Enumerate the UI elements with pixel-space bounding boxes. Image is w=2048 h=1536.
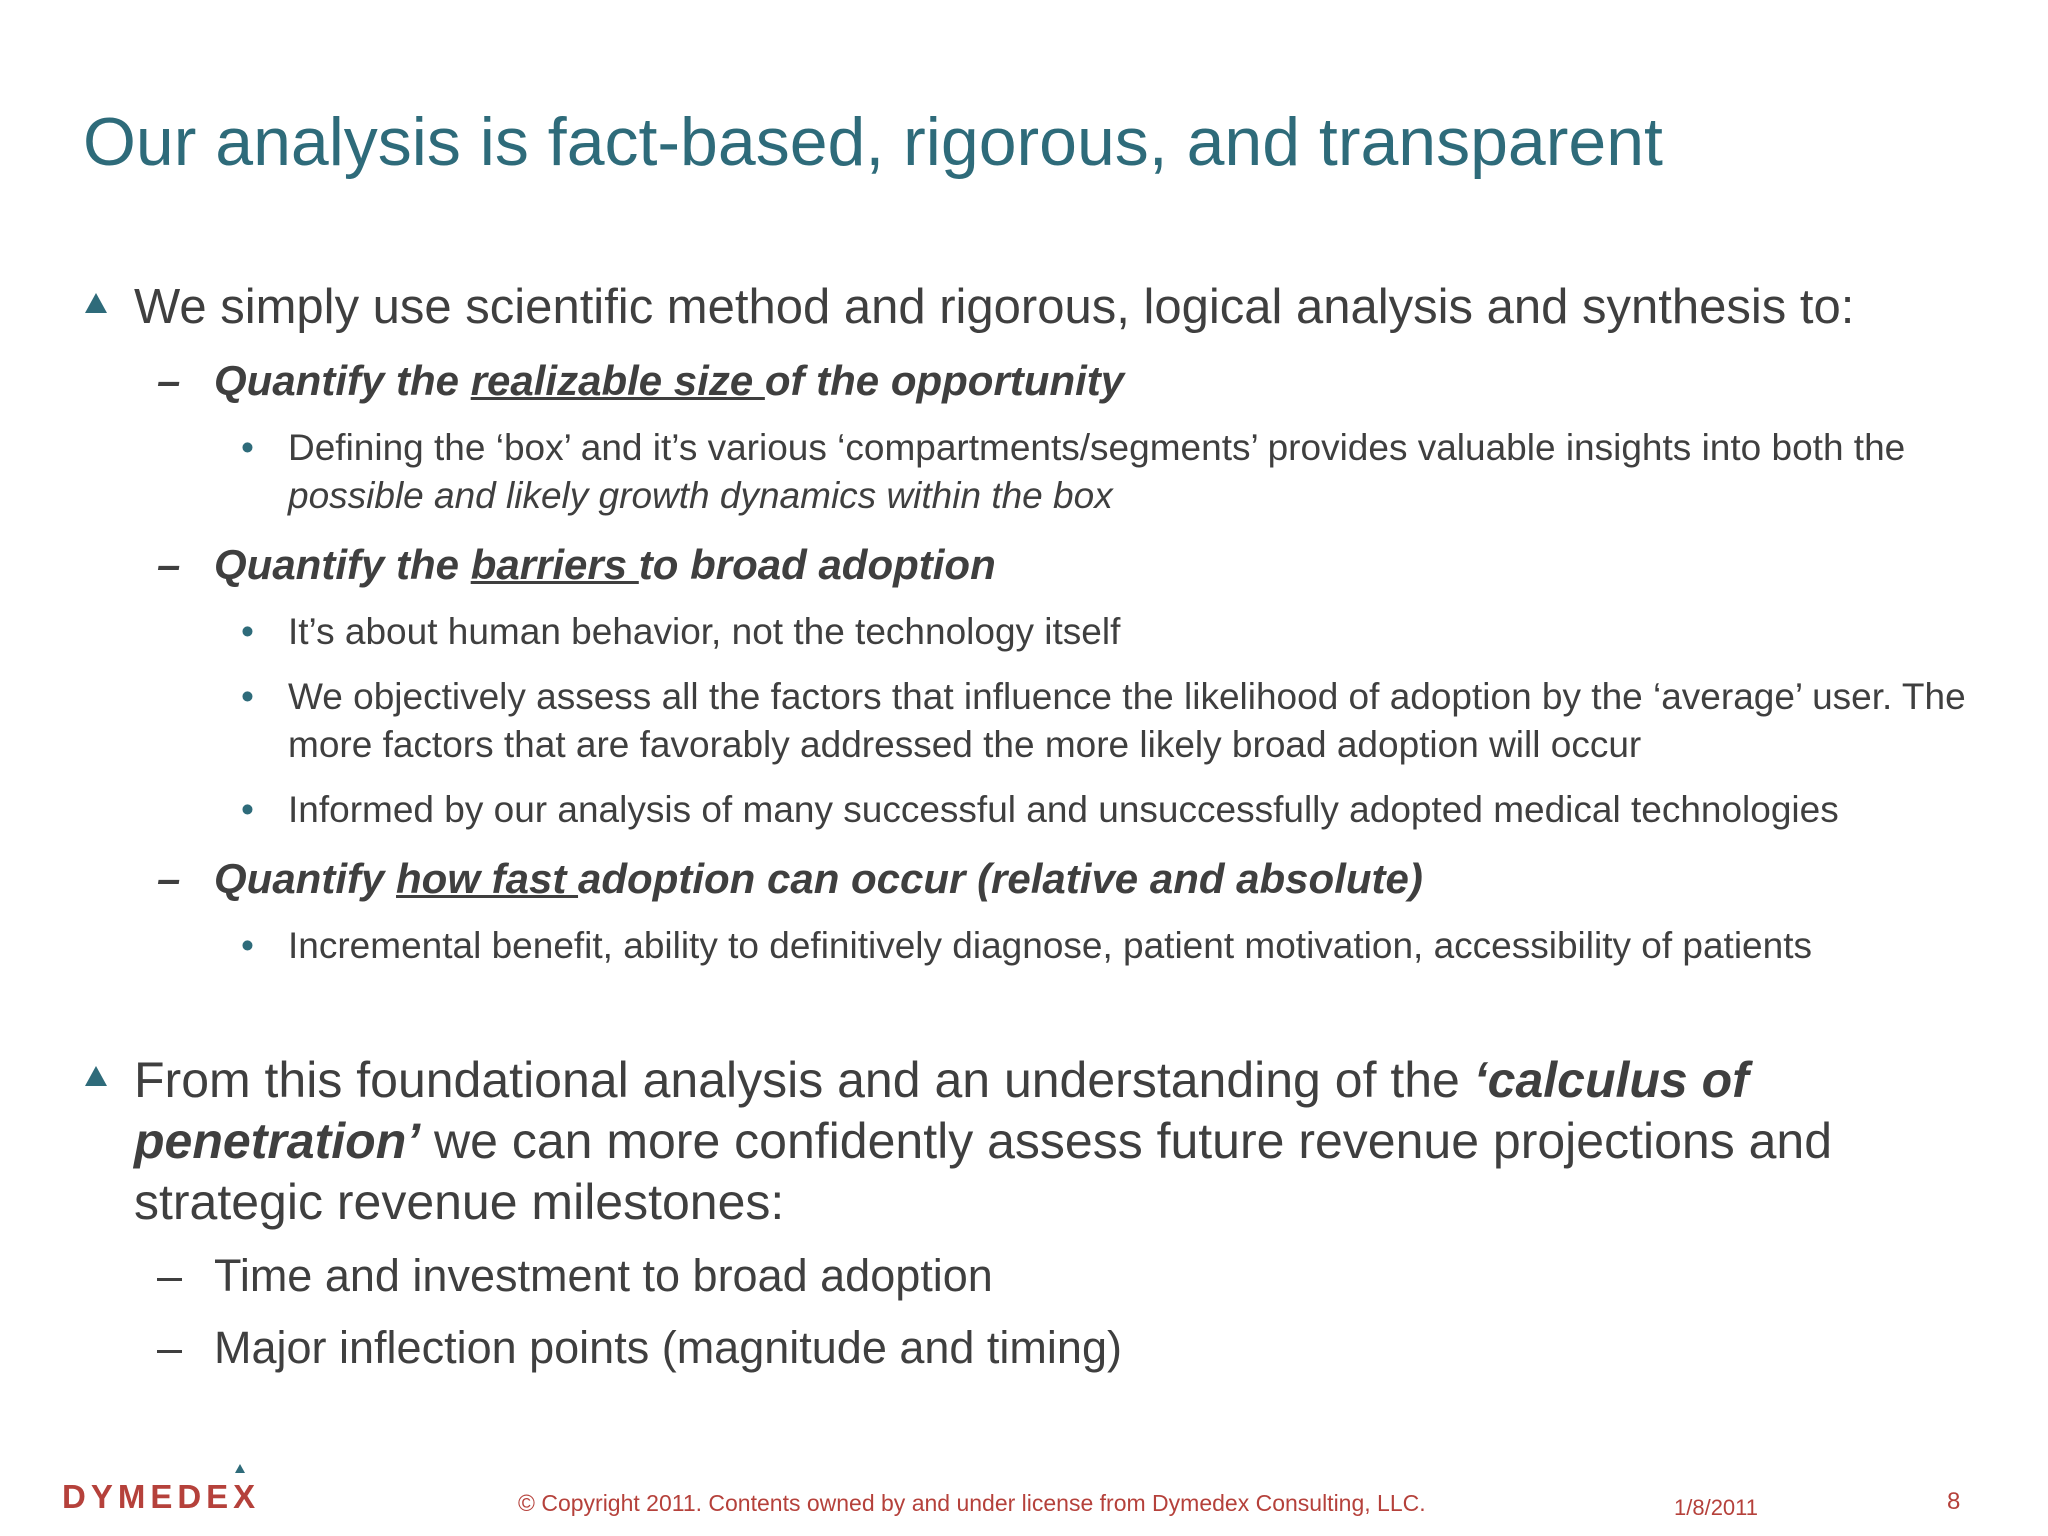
logo-text: DYMEDEX xyxy=(62,1478,261,1515)
copyright-notice: © Copyright 2011. Contents owned by and under license from Dymedex Consulting, LLC. xyxy=(518,1490,1426,1516)
dymedex-logo xyxy=(62,1478,260,1516)
dash-marker: – xyxy=(157,357,181,404)
logo-caret-icon xyxy=(235,1464,245,1473)
dash-marker: – xyxy=(157,855,181,902)
triangle-bullet-icon xyxy=(85,1066,107,1086)
sub-bullet-inflection-points xyxy=(157,1322,2004,1374)
dot-marker: • xyxy=(241,789,254,830)
sub-bullet-2-pre: Quantify the xyxy=(214,541,471,588)
bullet-1 xyxy=(134,277,2004,338)
sub-bullet-2-post: to broad adoption xyxy=(638,541,996,588)
bullet-1-text: We simply use scientific method and rigorous, logical analysis and synthesis to: xyxy=(134,280,1855,334)
dot-marker: • xyxy=(241,925,254,966)
bullet-2-emphasis: ‘calculus of penetration’ xyxy=(134,1052,1749,1169)
detail-incremental-benefit xyxy=(241,922,2004,970)
sub-bullet-3-post: adoption can occur (relative and absolute) xyxy=(578,855,1423,902)
sub-bullet-1-underlined: realizable size xyxy=(470,357,765,404)
sub-bullet-3-pre: Quantify xyxy=(214,855,397,902)
detail-2a: It’s about human behavior, not the technology itself xyxy=(288,611,1121,652)
dash-marker: – xyxy=(157,1250,183,1301)
bullet-2-post: we can more confidently assess future revenue projections and strategic revenue milestones: xyxy=(134,1113,1833,1230)
dot-marker: • xyxy=(241,427,254,468)
sub-bullet-time-investment xyxy=(157,1250,2004,1302)
sub-bullet-1-pre: Quantify the xyxy=(214,357,471,404)
bullet-2-sub-2: Major inflection points (magnitude and timing) xyxy=(214,1322,1122,1373)
sub-bullet-3-underlined: how fast xyxy=(396,855,579,902)
detail-2c: Informed by our analysis of many successful and unsuccessfully adopted medical technologies xyxy=(288,789,1839,830)
bullet-2-pre: From this foundational analysis and an understanding of the xyxy=(134,1052,1474,1108)
detail-human-behavior xyxy=(241,608,2004,656)
bullet-2 xyxy=(134,1050,2004,1233)
dash-marker: – xyxy=(157,541,181,588)
detail-box-segments xyxy=(241,424,2004,520)
sub-bullet-1-post: of the opportunity xyxy=(764,357,1125,404)
detail-1-italic: possible and likely growth dynamics within the box xyxy=(288,475,1113,516)
sub-bullet-2-underlined: barriers xyxy=(470,541,639,588)
dot-marker: • xyxy=(241,611,254,652)
sub-bullet-realizable-size xyxy=(157,355,2004,407)
detail-3: Incremental benefit, ability to definitively diagnose, patient motivation, accessibility of patients xyxy=(288,925,1812,966)
bullet-2-sub-1: Time and investment to broad adoption xyxy=(214,1250,993,1301)
detail-2b: We objectively assess all the factors that influence the likelihood of adoption by the ‘average’ user. The more factors that are favorably addressed the more likely broad adoption will occur xyxy=(288,676,1966,765)
detail-factors xyxy=(241,673,2004,769)
detail-informed xyxy=(241,786,2004,834)
dash-marker: – xyxy=(157,1322,183,1373)
detail-1-plain: Defining the ‘box’ and it’s various ‘compartments/segments’ provides valuable insights into both the xyxy=(288,427,1906,468)
sub-bullet-how-fast xyxy=(157,853,2004,905)
triangle-bullet-icon xyxy=(85,293,107,313)
page-number: 8 xyxy=(1947,1488,1961,1515)
dot-marker: • xyxy=(241,676,254,717)
slide-date: 1/8/2011 xyxy=(1674,1495,1759,1520)
slide-title: Our analysis is fact-based, rigorous, and transparent xyxy=(83,104,1663,180)
sub-bullet-barriers xyxy=(157,539,2004,591)
